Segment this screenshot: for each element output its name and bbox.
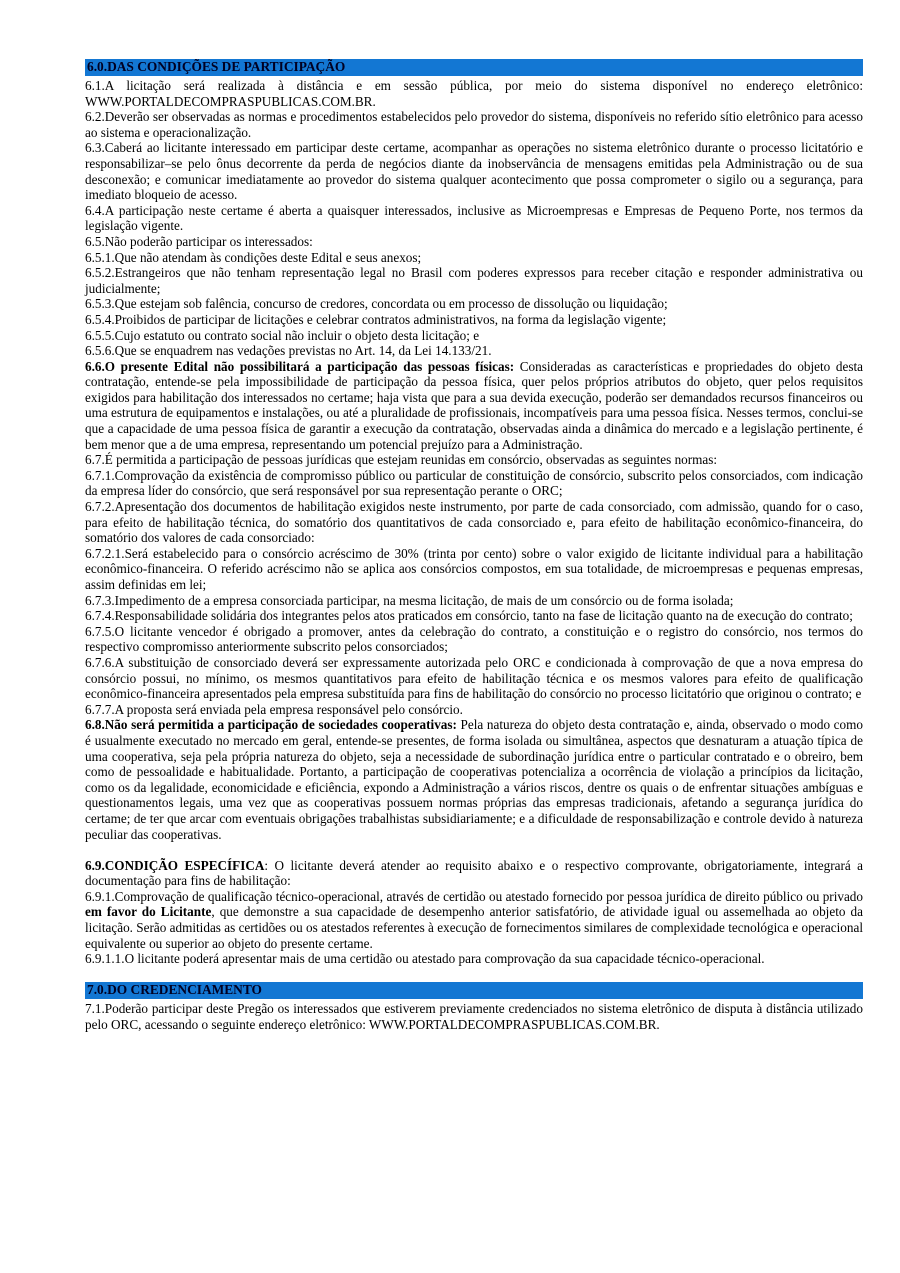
text-run: 7.1.Poderão participar deste Pregão os interessados que estiverem previamente credenciados no sistema eletrônico de disputa à distância utilizado pelo ORC, acessando o seguinte endereço eletrônico: WWW.PORTALDECOMPRASPUBLICAS.COM.BR. (85, 1001, 863, 1033)
doc-paragraph (85, 951, 863, 967)
text-run: 6.2.Deverão ser observadas as normas e procedimentos estabelecidos pelo provedor do sistema, disponíveis no referido sítio eletrônico para acesso ao sistema e operacionalização. (85, 109, 863, 140)
doc-paragraph (85, 250, 863, 266)
text-run: 6.5.2.Estrangeiros que não tenham representação legal no Brasil com poderes expressos para receber citação e responder administrativa ou judicialmente; (85, 265, 863, 296)
document-body (85, 59, 863, 1033)
doc-paragraph (85, 109, 863, 140)
bold-run: 6.6.O presente Edital não possibilitará a participação das pessoas físicas: (85, 358, 515, 374)
text-run: Pela natureza do objeto desta contratação e, ainda, observado o modo como é usualmente executado no mercado em geral, entende-se presentes, de forma isolada ou simultânea, aspectos que desnaturam a atuação típica de uma cooperativa, seja pela própria natureza do objeto, seja a necessidade de subordinação jurídica entre o particular contratado e o obreiro, bem como de pessoalidade e habitualidade. Portanto, a participação de cooperativas potencializa a ocorrência de violação a princípios da licitação, como os da legalidade, economicidade e eficiência, expondo a Administração a vários riscos, dentre os quais o de enfrentar situações ambíguas e questionamentos legais, uma vez que as cooperativas possuem normas próprias das empresas tradicionais, afetando a segurança jurídica do certame; de ter que arcar com eventuais obrigações trabalhistas subsidiariamente; e a dificuldade de responsabilização e controle devido à natureza peculiar das cooperativas. (85, 717, 863, 842)
blank-line (85, 967, 863, 983)
doc-paragraph (85, 1001, 863, 1032)
text-run: 6.7.2.1.Será estabelecido para o consórcio acréscimo de 30% (trinta por cento) sobre o valor exigido de licitante individual para a habilitação econômico-financeira. O referido acréscimo não se aplica aos consórcios compostos, em sua totalidade, de microempresas e pequenas empresas, assim definidas em lei; (85, 545, 863, 592)
text-run: 6.5.Não poderão participar os interessados: (85, 233, 313, 249)
doc-paragraph (85, 889, 863, 951)
text-run: 6.9.1.1.O licitante poderá apresentar mais de uma certidão ou atestado para comprovação da sua capacidade técnico-operacional. (85, 951, 765, 967)
section-header: 7.0.DO CREDENCIAMENTO (85, 982, 863, 999)
doc-paragraph (85, 140, 863, 202)
text-run: : O licitante deverá atender ao requisito abaixo e o respectivo comprovante, obrigatoriamente, integrará a documentação para fins de habilitação: (85, 857, 864, 889)
bold-run: 6.9.CONDIÇÃO ESPECÍFICA (85, 857, 265, 873)
doc-paragraph (85, 717, 863, 842)
text-run: 6.7.3.Impedimento de a empresa consorciada participar, na mesma licitação, de mais de um consórcio ou de forma isolada; (85, 592, 734, 608)
text-run: Consideradas as características e propriedades do objeto desta contratação, entende-se pela impossibilidade de participação da pessoa física, quer pelos próprios atributos do objeto, quer pelos requisitos exigidos para habilitação dos interessados no certame; haja vista que para a sua devida execução, poderão ser demandados recursos financeiros ou uma estrutura de equipamentos e instalações, ou até a pluralidade de profissionais, incompatíveis para uma pessoa física. Nesses termos, conclui-se que a capacidade de uma pessoa física de garantir a execução da contratação, observadas ainda a dinâmica do mercado e a legislação pertinente, é bem menor que a de uma empresa, representando um potencial prejuízo para a Administração. (85, 358, 863, 452)
text-run: 6.5.1.Que não atendam às condições deste Edital e seus anexos; (85, 249, 422, 265)
text-run: 6.7.É permitida a participação de pessoas jurídicas que estejam reunidas em consórcio, observadas as seguintes normas: (85, 452, 718, 468)
doc-paragraph (85, 468, 863, 499)
doc-paragraph (85, 296, 863, 312)
doc-paragraph (85, 499, 863, 546)
doc-paragraph (85, 608, 863, 624)
text-run: 6.4.A participação neste certame é aberta a quaisquer interessados, inclusive as Microempresas e Empresas de Pequeno Porte, nos termos da legislação vigente. (85, 202, 863, 234)
bold-run: 6.8.Não será permitida a participação de sociedades cooperativas: (85, 717, 457, 733)
text-run: 6.3.Caberá ao licitante interessado em participar deste certame, acompanhar as operações no sistema eletrônico durante o processo licitatório e responsabilizar–se pelo ônus decorrente da perda de negócios diante da inobservância de mensagens emitidas pela Administração ou de sua desconexão; e comunicar imediatamente ao provedor do sistema qualquer acontecimento que possa comprometer o sigilo ou a segurança, para imediato bloqueio de acesso. (85, 140, 863, 203)
text-run: 6.5.5.Cujo estatuto ou contrato social não incluir o objeto desta licitação; e (85, 327, 480, 343)
doc-paragraph (85, 234, 863, 250)
text-run: 6.9.1.Comprovação de qualificação técnico-operacional, através de certidão ou atestado fornecido por pessoa jurídica de direito público ou privado (85, 888, 863, 904)
text-run: 6.7.1.Comprovação da existência de compromisso público ou particular de constituição de consórcio, subscrito pelos consorciados, com indicação da empresa líder do consórcio, que será responsável por sua representação perante o ORC; (85, 467, 863, 499)
text-run: 6.7.2.Apresentação dos documentos de habilitação exigidos neste instrumento, por parte de cada consorciado, com admissão, quando for o caso, para efeito de habilitação técnica, do somatório dos quantitativos de cada consorciado e, para efeito de habilitação econômico-financeira, do somatório dos valores de cada consorciado: (85, 499, 863, 546)
doc-paragraph (85, 312, 863, 328)
text-run: 6.5.3.Que estejam sob falência, concurso de credores, concordata ou em processo de dissolução ou liquidação; (85, 296, 668, 312)
section-header: 6.0.DAS CONDIÇÕES DE PARTICIPAÇÃO (85, 59, 863, 76)
doc-paragraph (85, 624, 863, 655)
doc-paragraph (85, 343, 863, 359)
doc-paragraph (85, 655, 863, 702)
text-run: 6.7.7.A proposta será enviada pela empresa responsável pelo consórcio. (85, 701, 463, 717)
doc-paragraph (85, 858, 863, 889)
doc-paragraph (85, 546, 863, 593)
text-run: , que demonstre a sua capacidade de desempenho anterior satisfatório, de atividade igual ou assemelhada ao objeto da licitação. Serão admitidas as certidões ou os atestados referentes à execução de fornecimentos similares de complexidade tecnológica e operacional equivalente ou superior ao objeto do presente certame. (85, 904, 863, 951)
doc-paragraph (85, 328, 863, 344)
doc-paragraph (85, 593, 863, 609)
document-page (85, 59, 863, 1033)
doc-paragraph (85, 452, 863, 468)
doc-paragraph (85, 265, 863, 296)
text-run: 6.7.5.O licitante vencedor é obrigado a promover, antes da celebração do contrato, a constituição e o registro do consórcio, nos termos do respectivo compromisso anteriormente subscrito pelos consorciados; (85, 623, 863, 655)
text-run: 6.5.4.Proibidos de participar de licitações e celebrar contratos administrativos, na forma da legislação vigente; (85, 311, 667, 327)
bold-run: em favor do Licitante (85, 904, 212, 920)
blank-line (85, 842, 863, 858)
doc-paragraph (85, 203, 863, 234)
doc-paragraph (85, 78, 863, 109)
doc-paragraph (85, 702, 863, 718)
text-run: 6.5.6.Que se enquadrem nas vedações previstas no Art. 14, da Lei 14.133/21. (85, 343, 492, 359)
text-run: 6.7.4.Responsabilidade solidária dos integrantes pelos atos praticados em consórcio, tanto na fase de licitação quanto na de execução do contrato; (85, 608, 853, 624)
text-run: 6.1.A licitação será realizada à distância e em sessão pública, por meio do sistema disponível no endereço eletrônico: WWW.PORTALDECOMPRASPUBLICAS.COM.BR. (85, 78, 863, 109)
doc-paragraph (85, 359, 863, 453)
text-run: 6.7.6.A substituição de consorciado deverá ser expressamente autorizada pelo ORC e condicionada à comprovação de que a nova empresa do consórcio possui, no mínimo, os mesmos quantitativos para efeito de habilitação técnica e os mesmos valores para efeito de qualificação econômico-financeira apresentados pela empresa substituída para fins de habilitação do consórcio no processo licitatório que originou o contrato; e (85, 654, 863, 702)
